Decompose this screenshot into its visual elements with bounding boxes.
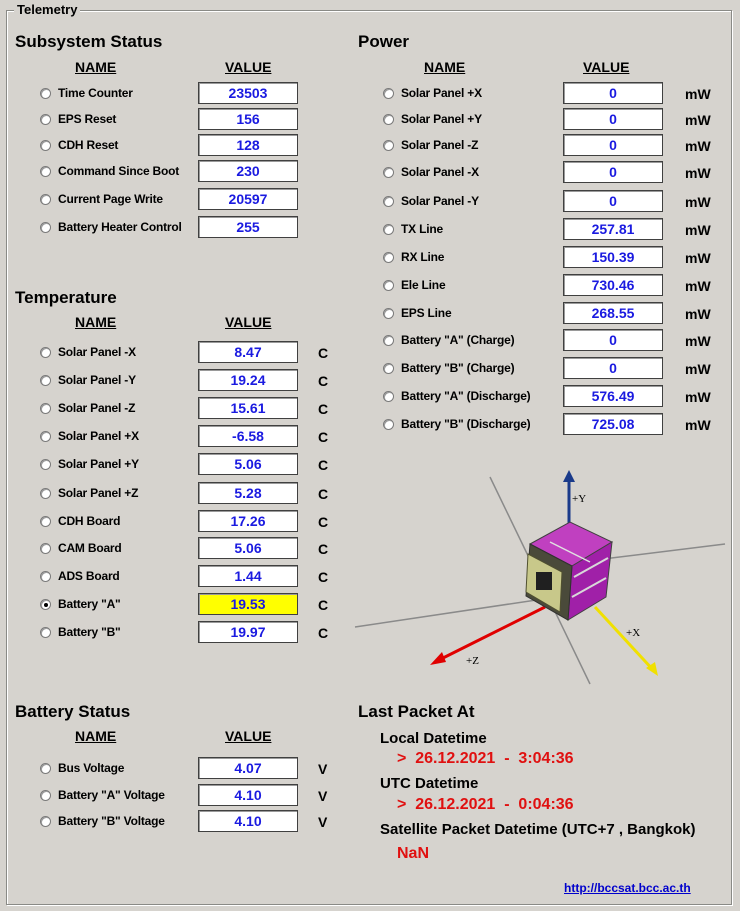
temperature-radio-cdh-board[interactable]: [40, 516, 51, 527]
subsystem-value-field: 230: [198, 160, 298, 182]
power-label: Solar Panel +X: [401, 86, 482, 100]
power-name-header: NAME: [424, 59, 466, 75]
power-radio-solar-panel-y[interactable]: [383, 114, 394, 125]
temperature-label: Solar Panel -Y: [58, 373, 136, 387]
power-unit: mW: [685, 138, 711, 154]
battery-value-field: 4.10: [198, 810, 298, 832]
temperature-radio-ads-board[interactable]: [40, 571, 51, 582]
temperature-radio-solar-panel-x[interactable]: [40, 347, 51, 358]
subsystem-status-title: Subsystem Status: [15, 32, 163, 51]
temperature-unit: C: [318, 401, 329, 417]
power-value-header: VALUE: [583, 59, 630, 75]
temperature-radio-cam-board[interactable]: [40, 543, 51, 554]
power-unit: mW: [685, 194, 711, 210]
subsystem-radio-current-page-write[interactable]: [40, 194, 51, 205]
power-radio-solar-panel-x[interactable]: [383, 167, 394, 178]
subsystem-label: EPS Reset: [58, 112, 117, 126]
subsystem-name-header: NAME: [75, 59, 117, 75]
subsystem-radio-eps-reset[interactable]: [40, 114, 51, 125]
power-label: Solar Panel -Z: [401, 138, 479, 152]
temperature-value-field: 15.61: [198, 397, 298, 419]
power-radio-eps-line[interactable]: [383, 308, 394, 319]
power-label: Battery "A" (Discharge): [401, 389, 531, 403]
power-value-field: 725.08: [563, 413, 663, 435]
temperature-radio-battery-a[interactable]: [40, 599, 51, 610]
local-datetime-label: Local Datetime: [380, 730, 487, 747]
temperature-value-field: 5.06: [198, 537, 298, 559]
battery-label: Battery "A" Voltage: [58, 788, 165, 802]
power-label: RX Line: [401, 250, 445, 264]
subsystem-value-field: 255: [198, 216, 298, 238]
battery-radio-battery-b-voltage[interactable]: [40, 816, 51, 827]
power-unit: mW: [685, 112, 711, 128]
subsystem-radio-time-counter[interactable]: [40, 88, 51, 99]
power-unit: mW: [685, 361, 711, 377]
power-unit: mW: [685, 86, 711, 102]
temperature-unit: C: [318, 429, 329, 445]
power-radio-solar-panel-y[interactable]: [383, 196, 394, 207]
subsystem-value-header: VALUE: [225, 59, 272, 75]
power-label: Battery "B" (Charge): [401, 361, 515, 375]
last-packet-title: Last Packet At: [358, 702, 475, 721]
battery-radio-battery-a-voltage[interactable]: [40, 790, 51, 801]
temperature-value-field: 5.28: [198, 482, 298, 504]
subsystem-radio-battery-heater-control[interactable]: [40, 222, 51, 233]
power-value-field: 0: [563, 108, 663, 130]
power-value-field: 0: [563, 357, 663, 379]
power-value-field: 0: [563, 329, 663, 351]
temperature-value-field: 1.44: [198, 565, 298, 587]
utc-datetime-value: > 26.12.2021 - 0:04:36: [397, 796, 574, 813]
power-value-field: 0: [563, 190, 663, 212]
temperature-label: Solar Panel -Z: [58, 401, 136, 415]
subsystem-label: Time Counter: [58, 86, 133, 100]
battery-unit: V: [318, 788, 328, 804]
website-link[interactable]: http://bccsat.bcc.ac.th: [564, 881, 691, 895]
temperature-label: Solar Panel +Z: [58, 486, 139, 500]
power-title: Power: [358, 32, 410, 51]
temperature-radio-solar-panel-x[interactable]: [40, 431, 51, 442]
local-datetime-value: > 26.12.2021 - 3:04:36: [397, 750, 574, 767]
battery-name-header: NAME: [75, 728, 117, 744]
power-unit: mW: [685, 417, 711, 433]
temperature-unit: C: [318, 625, 329, 641]
temperature-unit: C: [318, 345, 329, 361]
power-label: Solar Panel -X: [401, 165, 479, 179]
power-value-field: 576.49: [563, 385, 663, 407]
power-value-field: 0: [563, 161, 663, 183]
temperature-unit: C: [318, 541, 329, 557]
battery-label: Battery "B" Voltage: [58, 814, 165, 828]
power-value-field: 150.39: [563, 246, 663, 268]
temperature-name-header: NAME: [75, 314, 117, 330]
power-unit: mW: [685, 165, 711, 181]
battery-value-field: 4.07: [198, 757, 298, 779]
power-value-field: 257.81: [563, 218, 663, 240]
subsystem-radio-command-since-boot[interactable]: [40, 166, 51, 177]
power-value-field: 730.46: [563, 274, 663, 296]
y-axis-label: +Y: [572, 493, 587, 505]
temperature-unit: C: [318, 514, 329, 530]
power-unit: mW: [685, 333, 711, 349]
temperature-value-field: 19.24: [198, 369, 298, 391]
temperature-title: Temperature: [15, 288, 117, 307]
power-value-field: 0: [563, 82, 663, 104]
power-label: TX Line: [401, 222, 443, 236]
subsystem-radio-cdh-reset[interactable]: [40, 140, 51, 151]
power-label: Battery "A" (Charge): [401, 333, 515, 347]
power-label: Solar Panel +Y: [401, 112, 482, 126]
telemetry-group-title: Telemetry: [14, 2, 80, 17]
power-label: Ele Line: [401, 278, 446, 292]
power-label: Solar Panel -Y: [401, 194, 479, 208]
subsystem-value-field: 156: [198, 108, 298, 130]
power-unit: mW: [685, 278, 711, 294]
power-unit: mW: [685, 389, 711, 405]
power-radio-battery-b-discharge[interactable]: [383, 419, 394, 430]
temperature-radio-solar-panel-z[interactable]: [40, 403, 51, 414]
subsystem-label: CDH Reset: [58, 138, 119, 152]
temperature-unit: C: [318, 373, 329, 389]
temperature-value-field: 17.26: [198, 510, 298, 532]
satellite-3d-view: [350, 462, 730, 692]
power-label: Battery "B" (Discharge): [401, 417, 531, 431]
temperature-radio-battery-b[interactable]: [40, 627, 51, 638]
battery-radio-bus-voltage[interactable]: [40, 763, 51, 774]
z-axis-arrowhead: [430, 652, 446, 665]
subsystem-value-field: 23503: [198, 82, 298, 104]
temperature-label: Solar Panel +Y: [58, 457, 139, 471]
power-value-field: 0: [563, 134, 663, 156]
z-axis-label: +Z: [466, 655, 479, 667]
power-radio-solar-panel-z[interactable]: [383, 140, 394, 151]
temperature-unit: C: [318, 457, 329, 473]
power-radio-solar-panel-x[interactable]: [383, 88, 394, 99]
temperature-label: Solar Panel +X: [58, 429, 139, 443]
temperature-value-field: 8.47: [198, 341, 298, 363]
temperature-value-field: 5.06: [198, 453, 298, 475]
power-unit: mW: [685, 306, 711, 322]
satellite-datetime-value: NaN: [397, 845, 430, 862]
subsystem-value-field: 128: [198, 134, 298, 156]
battery-value-field: 4.10: [198, 784, 298, 806]
temperature-label: Battery "A": [58, 597, 121, 611]
subsystem-label: Command Since Boot: [58, 164, 180, 178]
temperature-unit: C: [318, 597, 329, 613]
temperature-value-field: 19.53: [198, 593, 298, 615]
temperature-radio-solar-panel-y[interactable]: [40, 375, 51, 386]
temperature-label: Battery "B": [58, 625, 121, 639]
power-radio-ele-line[interactable]: [383, 280, 394, 291]
battery-label: Bus Voltage: [58, 761, 125, 775]
temperature-label: CDH Board: [58, 514, 121, 528]
temperature-label: ADS Board: [58, 569, 120, 583]
power-unit: mW: [685, 222, 711, 238]
z-axis-arrow: [435, 607, 545, 662]
x-axis-arrow: [595, 607, 655, 672]
subsystem-label: Battery Heater Control: [58, 220, 182, 234]
subsystem-label: Current Page Write: [58, 192, 163, 206]
power-radio-tx-line[interactable]: [383, 224, 394, 235]
power-radio-rx-line[interactable]: [383, 252, 394, 263]
power-radio-battery-b-charge[interactable]: [383, 363, 394, 374]
temperature-unit: C: [318, 486, 329, 502]
power-label: EPS Line: [401, 306, 452, 320]
cubesat-body: [526, 522, 612, 620]
battery-status-title: Battery Status: [15, 702, 131, 721]
satellite-datetime-label: Satellite Packet Datetime (UTC+7 , Bangkok): [380, 821, 696, 838]
power-value-field: 268.55: [563, 302, 663, 324]
temperature-label: CAM Board: [58, 541, 122, 555]
utc-datetime-label: UTC Datetime: [380, 775, 479, 792]
battery-unit: V: [318, 761, 328, 777]
temperature-radio-solar-panel-y[interactable]: [40, 459, 51, 470]
power-radio-battery-a-charge[interactable]: [383, 335, 394, 346]
x-axis-label: +X: [626, 627, 641, 639]
temperature-unit: C: [318, 569, 329, 585]
temperature-value-header: VALUE: [225, 314, 272, 330]
y-axis-arrowhead: [563, 470, 575, 482]
subsystem-value-field: 20597: [198, 188, 298, 210]
power-radio-battery-a-discharge[interactable]: [383, 391, 394, 402]
temperature-radio-solar-panel-z[interactable]: [40, 488, 51, 499]
battery-unit: V: [318, 814, 328, 830]
temperature-label: Solar Panel -X: [58, 345, 136, 359]
battery-value-header: VALUE: [225, 728, 272, 744]
temperature-value-field: 19.97: [198, 621, 298, 643]
power-unit: mW: [685, 250, 711, 266]
temperature-value-field: -6.58: [198, 425, 298, 447]
